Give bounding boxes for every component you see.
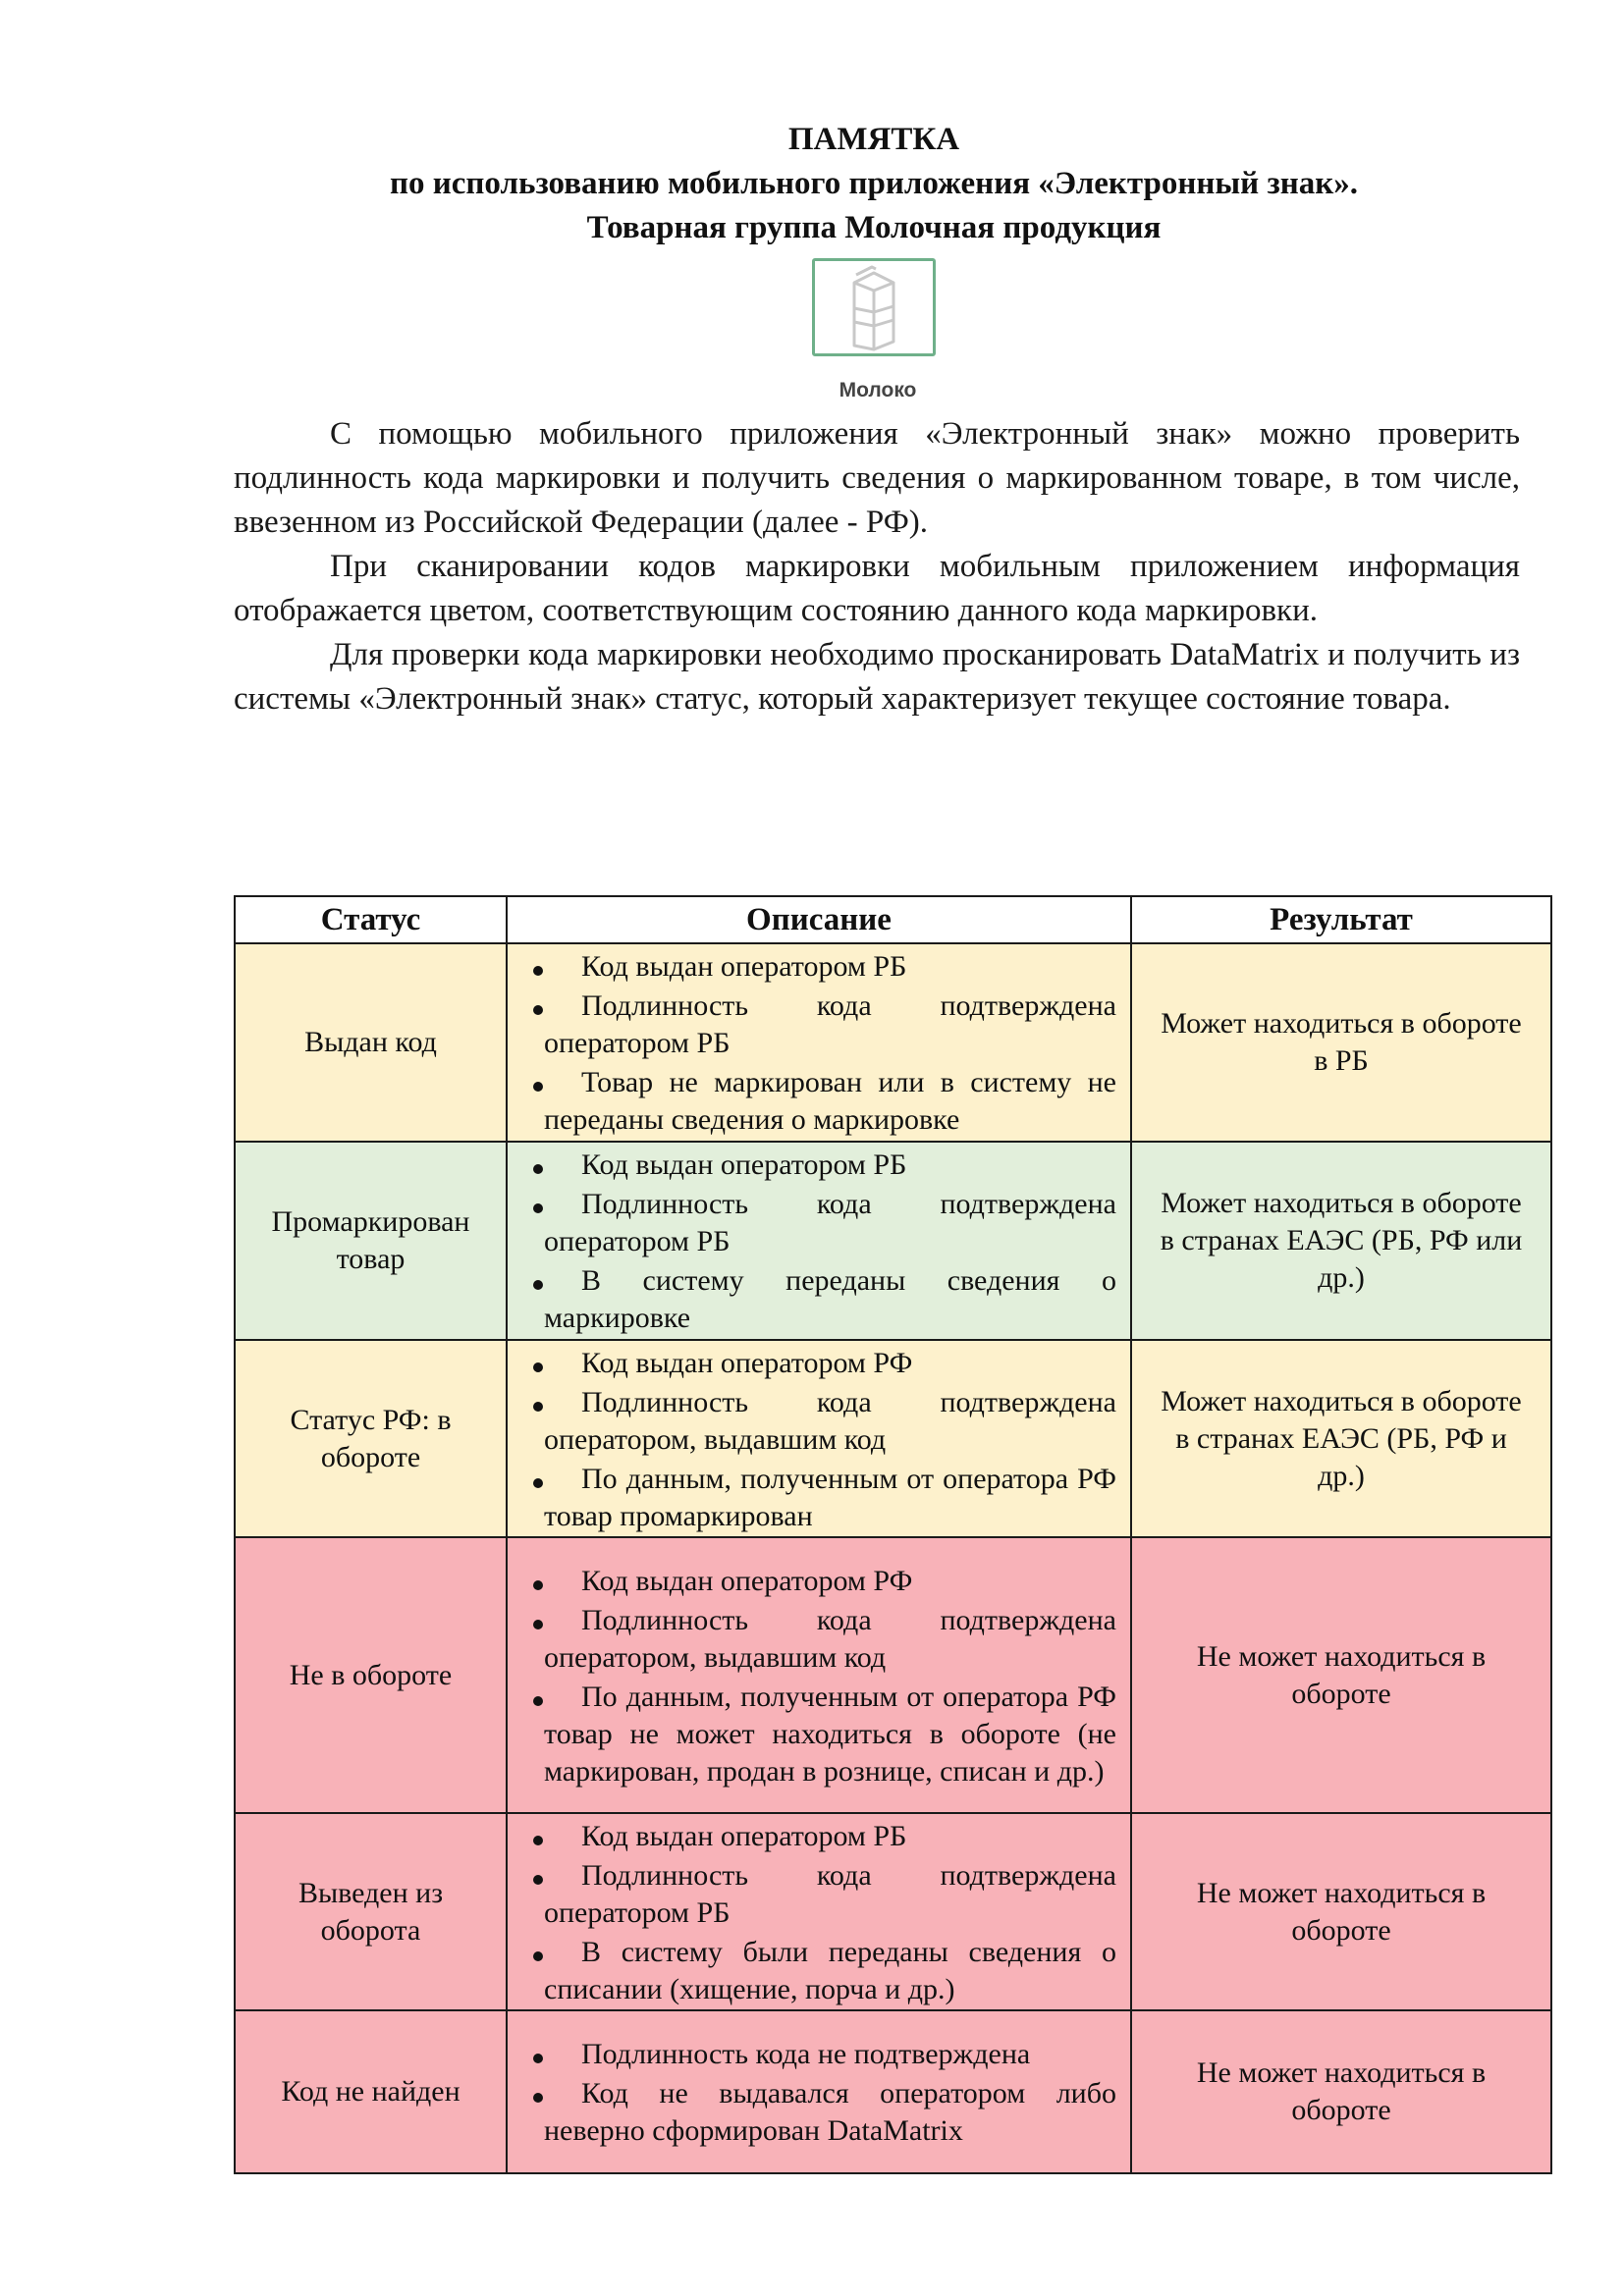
column-header-result: Результат: [1131, 896, 1551, 943]
document-title: ПАМЯТКА: [787, 122, 960, 157]
document-header: [0, 118, 1624, 250]
description-item: Подлинность кода подтверждена оператором, выдавшим код: [544, 1384, 1116, 1459]
column-header-status: Статус: [235, 896, 507, 943]
column-header-description: Описание: [507, 896, 1131, 943]
description-item: Код не выдавался оператором либо неверно сформирован DataMatrix: [544, 2075, 1116, 2150]
description-item: Подлинность кода подтверждена оператором РБ: [544, 1186, 1116, 1260]
bullet-icon: [533, 1696, 543, 1706]
bullet-icon: [533, 2054, 543, 2063]
table-header-row: [235, 896, 1551, 943]
description-cell: [507, 943, 1131, 1142]
milk-logo: [798, 258, 946, 413]
table-row: [235, 1813, 1551, 2010]
description-item: Код выдан оператором РФ: [544, 1345, 1116, 1382]
bullet-icon: [533, 1402, 543, 1412]
result-cell: Может находиться в обороте в странах ЕАЭС (РБ, РФ или др.): [1131, 1142, 1551, 1340]
description-item: Код выдан оператором РБ: [544, 1147, 1116, 1184]
bullet-icon: [533, 1005, 543, 1015]
intro-paragraph: При сканировании кодов маркировки мобильным приложением информация отображается цветом, соответствующим состоянию данного кода маркировки.: [234, 549, 1520, 628]
description-item: Подлинность кода подтверждена оператором РБ: [544, 988, 1116, 1062]
status-table: [234, 895, 1552, 2174]
bullet-icon: [533, 1836, 543, 1845]
table-row: [235, 2010, 1551, 2173]
milk-carton-icon: [815, 261, 933, 353]
bullet-icon: [533, 1280, 543, 1290]
result-cell: Не может находиться в обороте: [1131, 1537, 1551, 1813]
bullet-icon: [533, 966, 543, 976]
description-cell: [507, 1537, 1131, 1813]
description-item: Подлинность кода подтверждена оператором РБ: [544, 1857, 1116, 1932]
description-item: В систему переданы сведения о маркировке: [544, 1262, 1116, 1337]
description-item: Код выдан оператором РБ: [544, 1818, 1116, 1855]
status-cell: Выведен из оборота: [235, 1813, 507, 2010]
result-cell: Может находиться в обороте в РБ: [1131, 943, 1551, 1142]
description-item: Товар не маркирован или в систему не переданы сведения о маркировке: [544, 1064, 1116, 1139]
logo-caption: Молоко: [839, 379, 917, 401]
table-row: [235, 1340, 1551, 1537]
status-cell: Выдан код: [235, 943, 507, 1142]
status-cell: Статус РФ: в обороте: [235, 1340, 507, 1537]
result-cell: Не может находиться в обороте: [1131, 1813, 1551, 2010]
description-item: По данным, полученным от оператора РФ товар не может находиться в обороте (не маркирован, продан в рознице, списан и др.): [544, 1679, 1116, 1790]
description-item: Код выдан оператором РБ: [544, 948, 1116, 986]
intro-paragraph: Для проверки кода маркировки необходимо просканировать DataMatrix и получить из системы «Электронный знак» статус, который характеризует текущее состояние товара.: [234, 637, 1520, 717]
product-group-title: Товарная группа Молочная продукция: [586, 210, 1162, 245]
result-cell: Не может находиться в обороте: [1131, 2010, 1551, 2173]
bullet-icon: [533, 1082, 543, 1092]
document-subtitle: по использованию мобильного приложения «Электронный знак».: [389, 166, 1358, 201]
status-cell: Не в обороте: [235, 1537, 507, 1813]
intro-text: [234, 412, 1520, 721]
description-cell: [507, 1142, 1131, 1340]
logo-frame: [812, 258, 936, 356]
bullet-icon: [533, 2093, 543, 2103]
bullet-icon: [533, 1164, 543, 1174]
description-item: Код выдан оператором РФ: [544, 1563, 1116, 1600]
bullet-icon: [533, 1203, 543, 1213]
table-row: [235, 1537, 1551, 1813]
bullet-icon: [533, 1580, 543, 1590]
description-cell: [507, 1340, 1131, 1537]
description-cell: [507, 2010, 1131, 2173]
table-row: [235, 943, 1551, 1142]
description-item: Подлинность кода не подтверждена: [544, 2036, 1116, 2073]
bullet-icon: [533, 1875, 543, 1885]
bullet-icon: [533, 1478, 543, 1488]
status-cell: Код не найден: [235, 2010, 507, 2173]
description-item: По данным, полученным от оператора РФ товар промаркирован: [544, 1461, 1116, 1535]
intro-paragraph: С помощью мобильного приложения «Электронный знак» можно проверить подлинность кода маркировки и получить сведения о маркированном товаре, в том числе, ввезенном из Российской Федерации (далее - РФ).: [234, 416, 1520, 540]
bullet-icon: [533, 1620, 543, 1629]
description-item: Подлинность кода подтверждена оператором, выдавшим код: [544, 1602, 1116, 1677]
status-cell: Промаркирован товар: [235, 1142, 507, 1340]
table-row: [235, 1142, 1551, 1340]
description-item: В систему были переданы сведения о списании (хищение, порча и др.): [544, 1934, 1116, 2008]
bullet-icon: [533, 1951, 543, 1961]
bullet-icon: [533, 1362, 543, 1372]
result-cell: Может находиться в обороте в странах ЕАЭС (РБ, РФ и др.): [1131, 1340, 1551, 1537]
description-cell: [507, 1813, 1131, 2010]
